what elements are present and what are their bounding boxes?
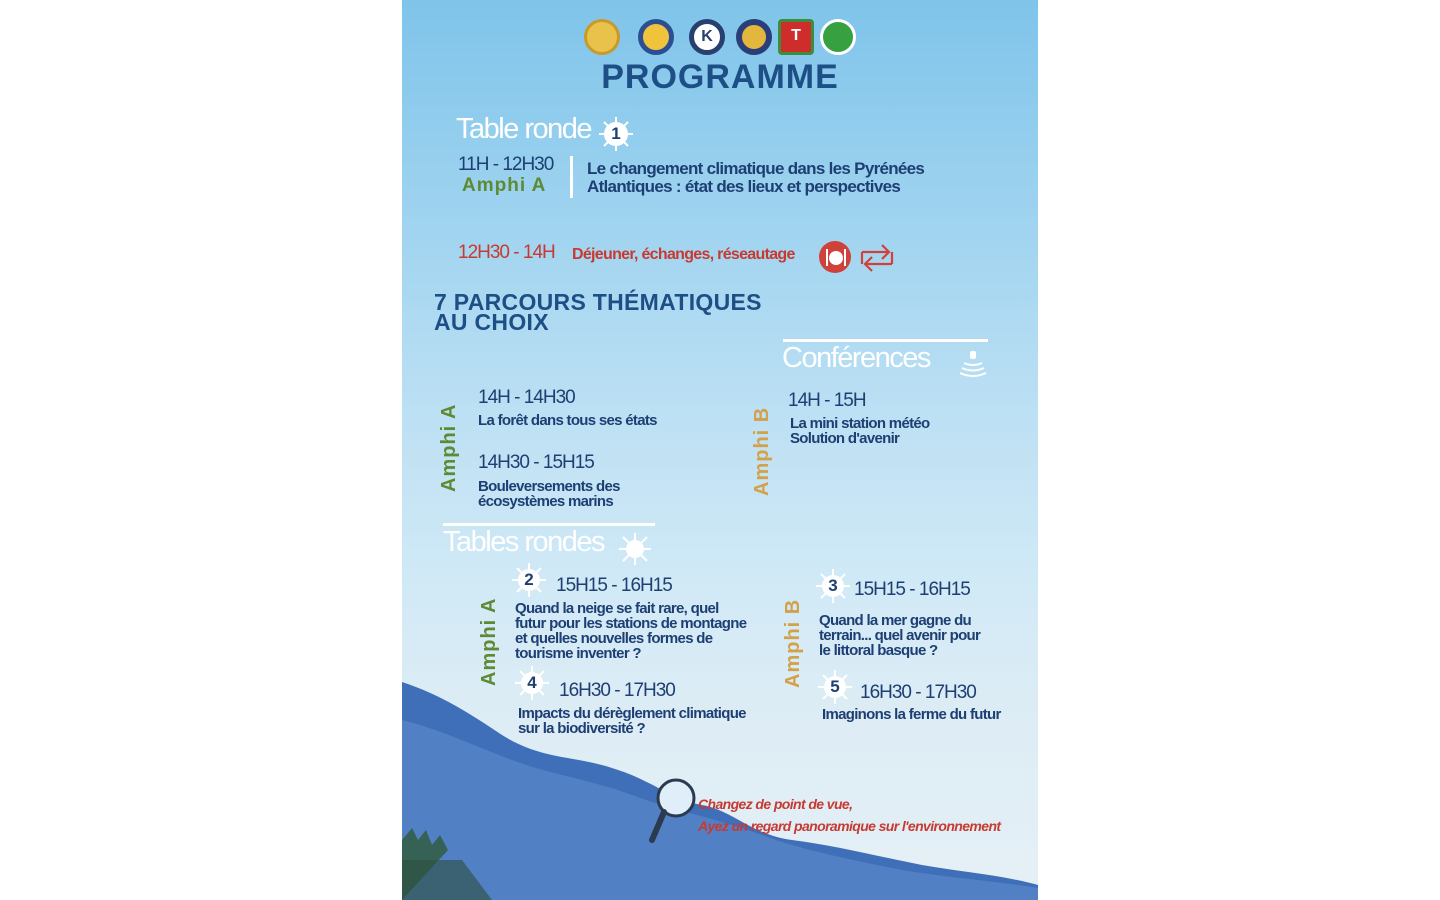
tr-b-item1-time: 15H15 - 16H15 xyxy=(854,579,970,600)
lions-logo xyxy=(638,19,674,55)
tr-a-item2-time: 16H30 - 17H30 xyxy=(559,680,675,701)
parcours-heading xyxy=(434,289,762,335)
tr-b-item1-title-line3: le littoral basque ? xyxy=(819,642,938,659)
tr-a-item2-title-line1: Impacts du dérèglement climatique xyxy=(518,705,746,722)
tr-amphi-b-label: Amphi B xyxy=(782,598,804,688)
tr-b-item1-number: 3 xyxy=(828,576,838,595)
club-emblem-logo xyxy=(736,19,772,55)
table-ronde-topic-line2: Atlantiques : état des lieux et perspectives xyxy=(587,177,901,196)
tr-b-item1-title-line1: Quand la mer gagne du xyxy=(819,612,971,629)
rotary-logo xyxy=(584,19,620,55)
table-ronde-time: 11H - 12H30 xyxy=(458,154,554,175)
tr-b-item2-title-line1: Imaginons la ferme du futur xyxy=(822,706,1001,723)
conf-b-talk1-title-line1: La mini station météo xyxy=(790,415,930,432)
tr-amphi-a-label: Amphi A xyxy=(478,597,500,686)
tr-a-item1-number: 2 xyxy=(524,570,534,589)
conf-a-talk1-time: 14H - 14H30 xyxy=(478,387,575,408)
footer-line1: Changez de point de vue, xyxy=(698,796,853,812)
conf-amphi-b-label: Amphi B xyxy=(751,406,773,496)
page-title: PROGRAMME xyxy=(601,58,839,96)
tr-b-item2-number: 5 xyxy=(830,677,840,696)
conf-a-talk2-title-line2: écosystèmes marins xyxy=(478,493,613,510)
municipal-crest-logo: T xyxy=(778,19,814,55)
tr-a-item1-title-line3: et quelles nouvelles formes de xyxy=(515,630,713,647)
parcours-line1: 7 PARCOURS THÉMATIQUES xyxy=(434,289,762,315)
conf-b-talk1-title-line2: Solution d'avenir xyxy=(790,430,900,447)
table-ronde-topic-line1: Le changement climatique dans les Pyrénées xyxy=(587,159,925,178)
table-ronde-number: 1 xyxy=(611,124,621,143)
tr-a-item2-number: 4 xyxy=(527,673,537,692)
sun-icon xyxy=(618,532,652,566)
kiwanis-logo: K xyxy=(689,19,725,55)
tr-a-item2-title-line2: sur la biodiversité ? xyxy=(518,720,646,737)
conf-a-talk2-title-line1: Bouleversements des xyxy=(478,478,620,495)
tree-association-logo xyxy=(820,19,856,55)
conf-a-talk1-title: La forêt dans tous ses états xyxy=(478,412,657,429)
exchange-arrows-icon xyxy=(858,240,896,276)
programme-poster xyxy=(402,0,1038,900)
table-ronde-room: Amphi A xyxy=(462,175,547,196)
lunch-time: 12H30 - 14H xyxy=(458,242,555,263)
tr-a-item1-time: 15H15 - 16H15 xyxy=(556,575,672,596)
tables-rondes-heading: Tables rondes xyxy=(443,526,605,558)
lunch-label: Déjeuner, échanges, réseautage xyxy=(572,246,795,263)
conf-a-talk2-time: 14H30 - 15H15 xyxy=(478,452,594,473)
tr-a-item1-title-line1: Quand la neige se fait rare, quel xyxy=(515,600,719,617)
restaurant-icon xyxy=(818,240,852,274)
tr-b-item2-time: 16H30 - 17H30 xyxy=(860,682,976,703)
conferences-heading: Conférences xyxy=(782,342,930,374)
magnifier-icon xyxy=(646,776,702,848)
tr-a-item1-title-line4: tourisme inventer ? xyxy=(515,645,641,662)
conference-speaker-icon xyxy=(958,347,990,379)
table-ronde-heading: Table ronde xyxy=(456,113,592,145)
footer-line2: Ayez un regard panoramique sur l'environnement xyxy=(698,818,1001,834)
conf-amphi-a-label: Amphi A xyxy=(438,403,460,492)
tr-b-item1-title-line2: terrain... quel avenir pour xyxy=(819,627,981,644)
conf-b-talk1-time: 14H - 15H xyxy=(788,390,866,411)
parcours-line2: AU CHOIX xyxy=(434,309,549,335)
tr-a-item1-title-line2: futur pour les stations de montagne xyxy=(515,615,747,632)
divider xyxy=(570,156,573,198)
